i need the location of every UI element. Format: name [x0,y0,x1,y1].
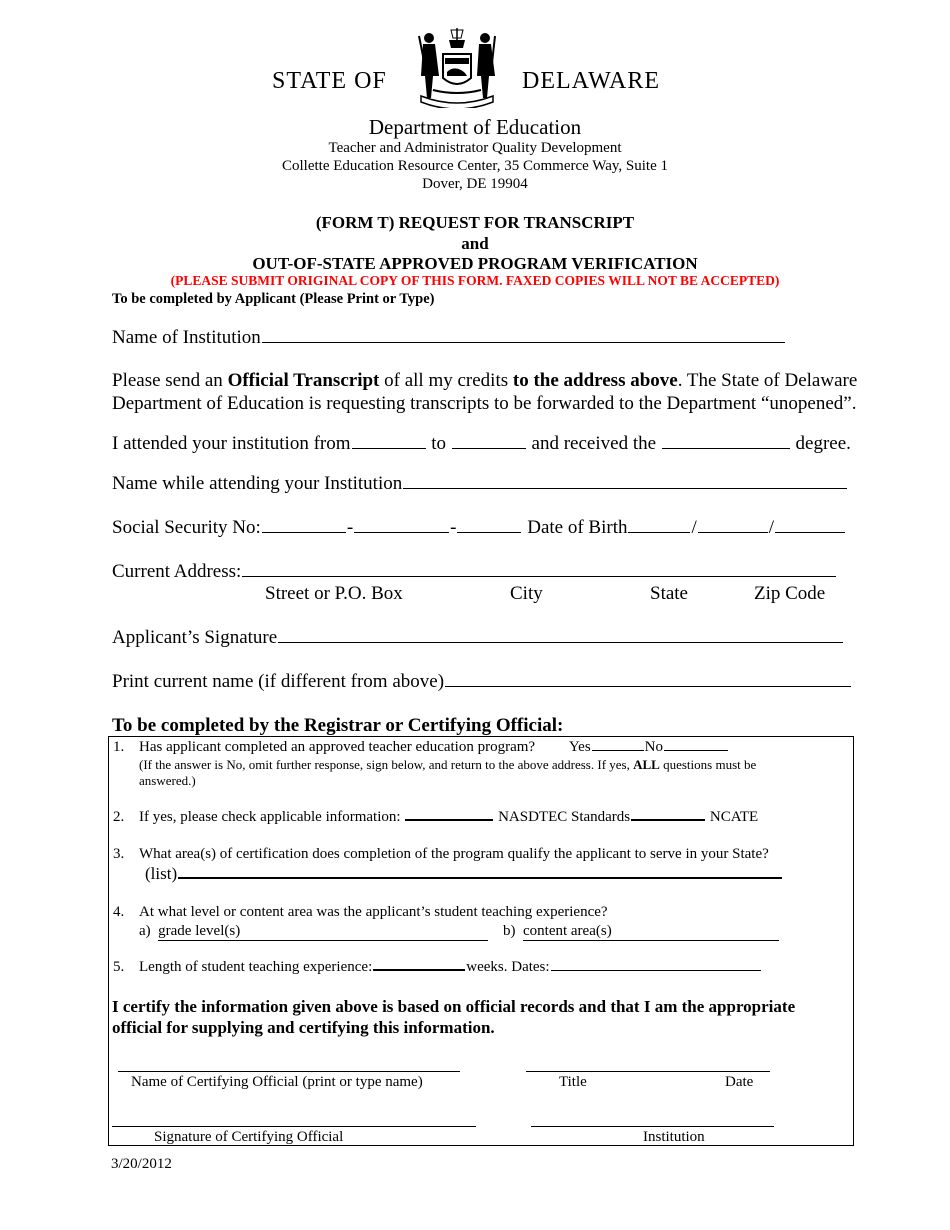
state-of-label: STATE OF [272,68,387,94]
q4-number: 4. [113,904,125,920]
attended-from-line[interactable] [352,447,426,449]
certify-statement: I certify the information given above is based on official records and that I am the appropriate official for supplying and certifying this information. [112,997,796,1037]
q5-number: 5. [113,959,125,975]
office-name: Teacher and Administrator Quality Development [328,140,622,156]
ssn-part-1[interactable] [262,531,346,533]
department-title: Department of Education [368,115,582,139]
addr-zip-caption: Zip Code [754,583,826,604]
q5-dates-line[interactable] [551,969,761,971]
cert-name-line[interactable] [118,1071,460,1072]
institution-label: Name of Institution [112,327,261,348]
cert-institution-caption: Institution [643,1129,705,1145]
q1-note-cont: answered.) [139,773,196,788]
institution-field[interactable] [112,327,786,349]
request-paragraph-line-2: Department of Education is requesting transcripts to be forwarded to the Department “unopened”. [112,393,857,414]
name-while-attending-field[interactable]: Name while attending your Institution [112,473,848,495]
q5-row: Length of student teaching experience: weeks. Dates: [139,959,762,976]
degree-line[interactable] [662,447,790,449]
q4-content-line[interactable]: content area(s) [523,923,779,941]
attendance-row: I attended your institution from to and received the degree. [112,433,851,454]
cert-name-caption: Name of Certifying Official (print or type name) [131,1074,423,1090]
q4-text: At what level or content area was the applicant’s student teaching experience? [139,904,608,920]
cert-institution-line[interactable] [531,1126,774,1127]
q2-row: If yes, please check applicable information: NASDTEC Standards NCATE [139,809,759,825]
q2-number: 2. [113,809,125,825]
delaware-label: DELAWARE [522,68,661,94]
dob-month[interactable] [628,531,690,533]
addr-city-caption: City [510,583,543,604]
dob-year[interactable] [775,531,845,533]
addr-state-caption: State [650,583,688,604]
q1-number: 1. [113,739,125,755]
cert-title-date-line[interactable] [526,1071,770,1072]
q5-length-line[interactable] [373,968,465,971]
form-title-and: and [461,234,489,253]
ssn-part-3[interactable] [457,531,521,533]
applicant-signature-line[interactable] [278,641,843,643]
ssn-dob-row: Social Security No: - - Date of Birth / / [112,517,846,539]
address-line-1: Collette Education Resource Center, 35 Commerce Way, Suite 1 [281,158,668,174]
address-line-2: Dover, DE 19904 [422,176,528,192]
registrar-heading: To be completed by the Registrar or Certifying Official: [112,715,564,736]
name-while-attending-line[interactable] [403,487,847,489]
q3-list-field[interactable]: (list) [145,864,783,884]
revision-date: 3/20/2012 [111,1156,172,1172]
q4-content-field[interactable]: b) content area(s) [503,923,779,941]
cert-title-caption: Title [559,1074,587,1090]
address-line[interactable] [242,575,836,577]
institution-line[interactable] [262,341,785,343]
q3-text: What area(s) of certification does completion of the program qualify the applicant to serve in your State? [139,846,769,862]
q1-note: (If the answer is No, omit further response, sign below, and return to the above address. If yes, ALL questions must be [139,757,757,772]
q1-yes-line[interactable] [592,749,644,751]
request-paragraph-line-1: Please send an Official Transcript of all my credits to the address above. The State of Delaware [112,370,858,391]
fax-notice: (PLEASE SUBMIT ORIGINAL COPY OF THIS FORM. FAXED COPIES WILL NOT BE ACCEPTED) [170,273,780,288]
applicant-signature-field[interactable]: Applicant’s Signature [112,627,844,649]
q2-nasdtec-check[interactable] [405,818,493,821]
delaware-seal-icon [413,26,501,108]
current-address-field[interactable]: Current Address: [112,561,837,583]
q2-ncate-check[interactable] [631,818,705,821]
addr-street-caption: Street or P.O. Box [265,583,403,604]
form-title-line-2: OUT-OF-STATE APPROVED PROGRAM VERIFICATION [252,254,698,273]
print-name-field[interactable]: Print current name (if different from above) [112,671,852,693]
form-title-line-1: (FORM T) REQUEST FOR TRANSCRIPT [315,213,635,232]
cert-signature-line[interactable] [112,1126,476,1127]
applicant-instruction: To be completed by Applicant (Please Print or Type) [112,291,435,307]
cert-signature-caption: Signature of Certifying Official [154,1129,344,1145]
q4-grade-field[interactable]: a) grade level(s) [139,923,488,941]
q3-list-line[interactable] [178,876,782,879]
q3-number: 3. [113,846,125,862]
q4-grade-line[interactable]: grade level(s) [158,923,488,941]
dob-day[interactable] [698,531,768,533]
q1-no-line[interactable] [664,749,728,751]
print-name-line[interactable] [445,685,851,687]
q1-row: Has applicant completed an approved teacher education program? Yes No [139,739,729,756]
ssn-part-2[interactable] [354,531,449,533]
attended-to-line[interactable] [452,447,526,449]
cert-date-caption: Date [725,1074,754,1090]
